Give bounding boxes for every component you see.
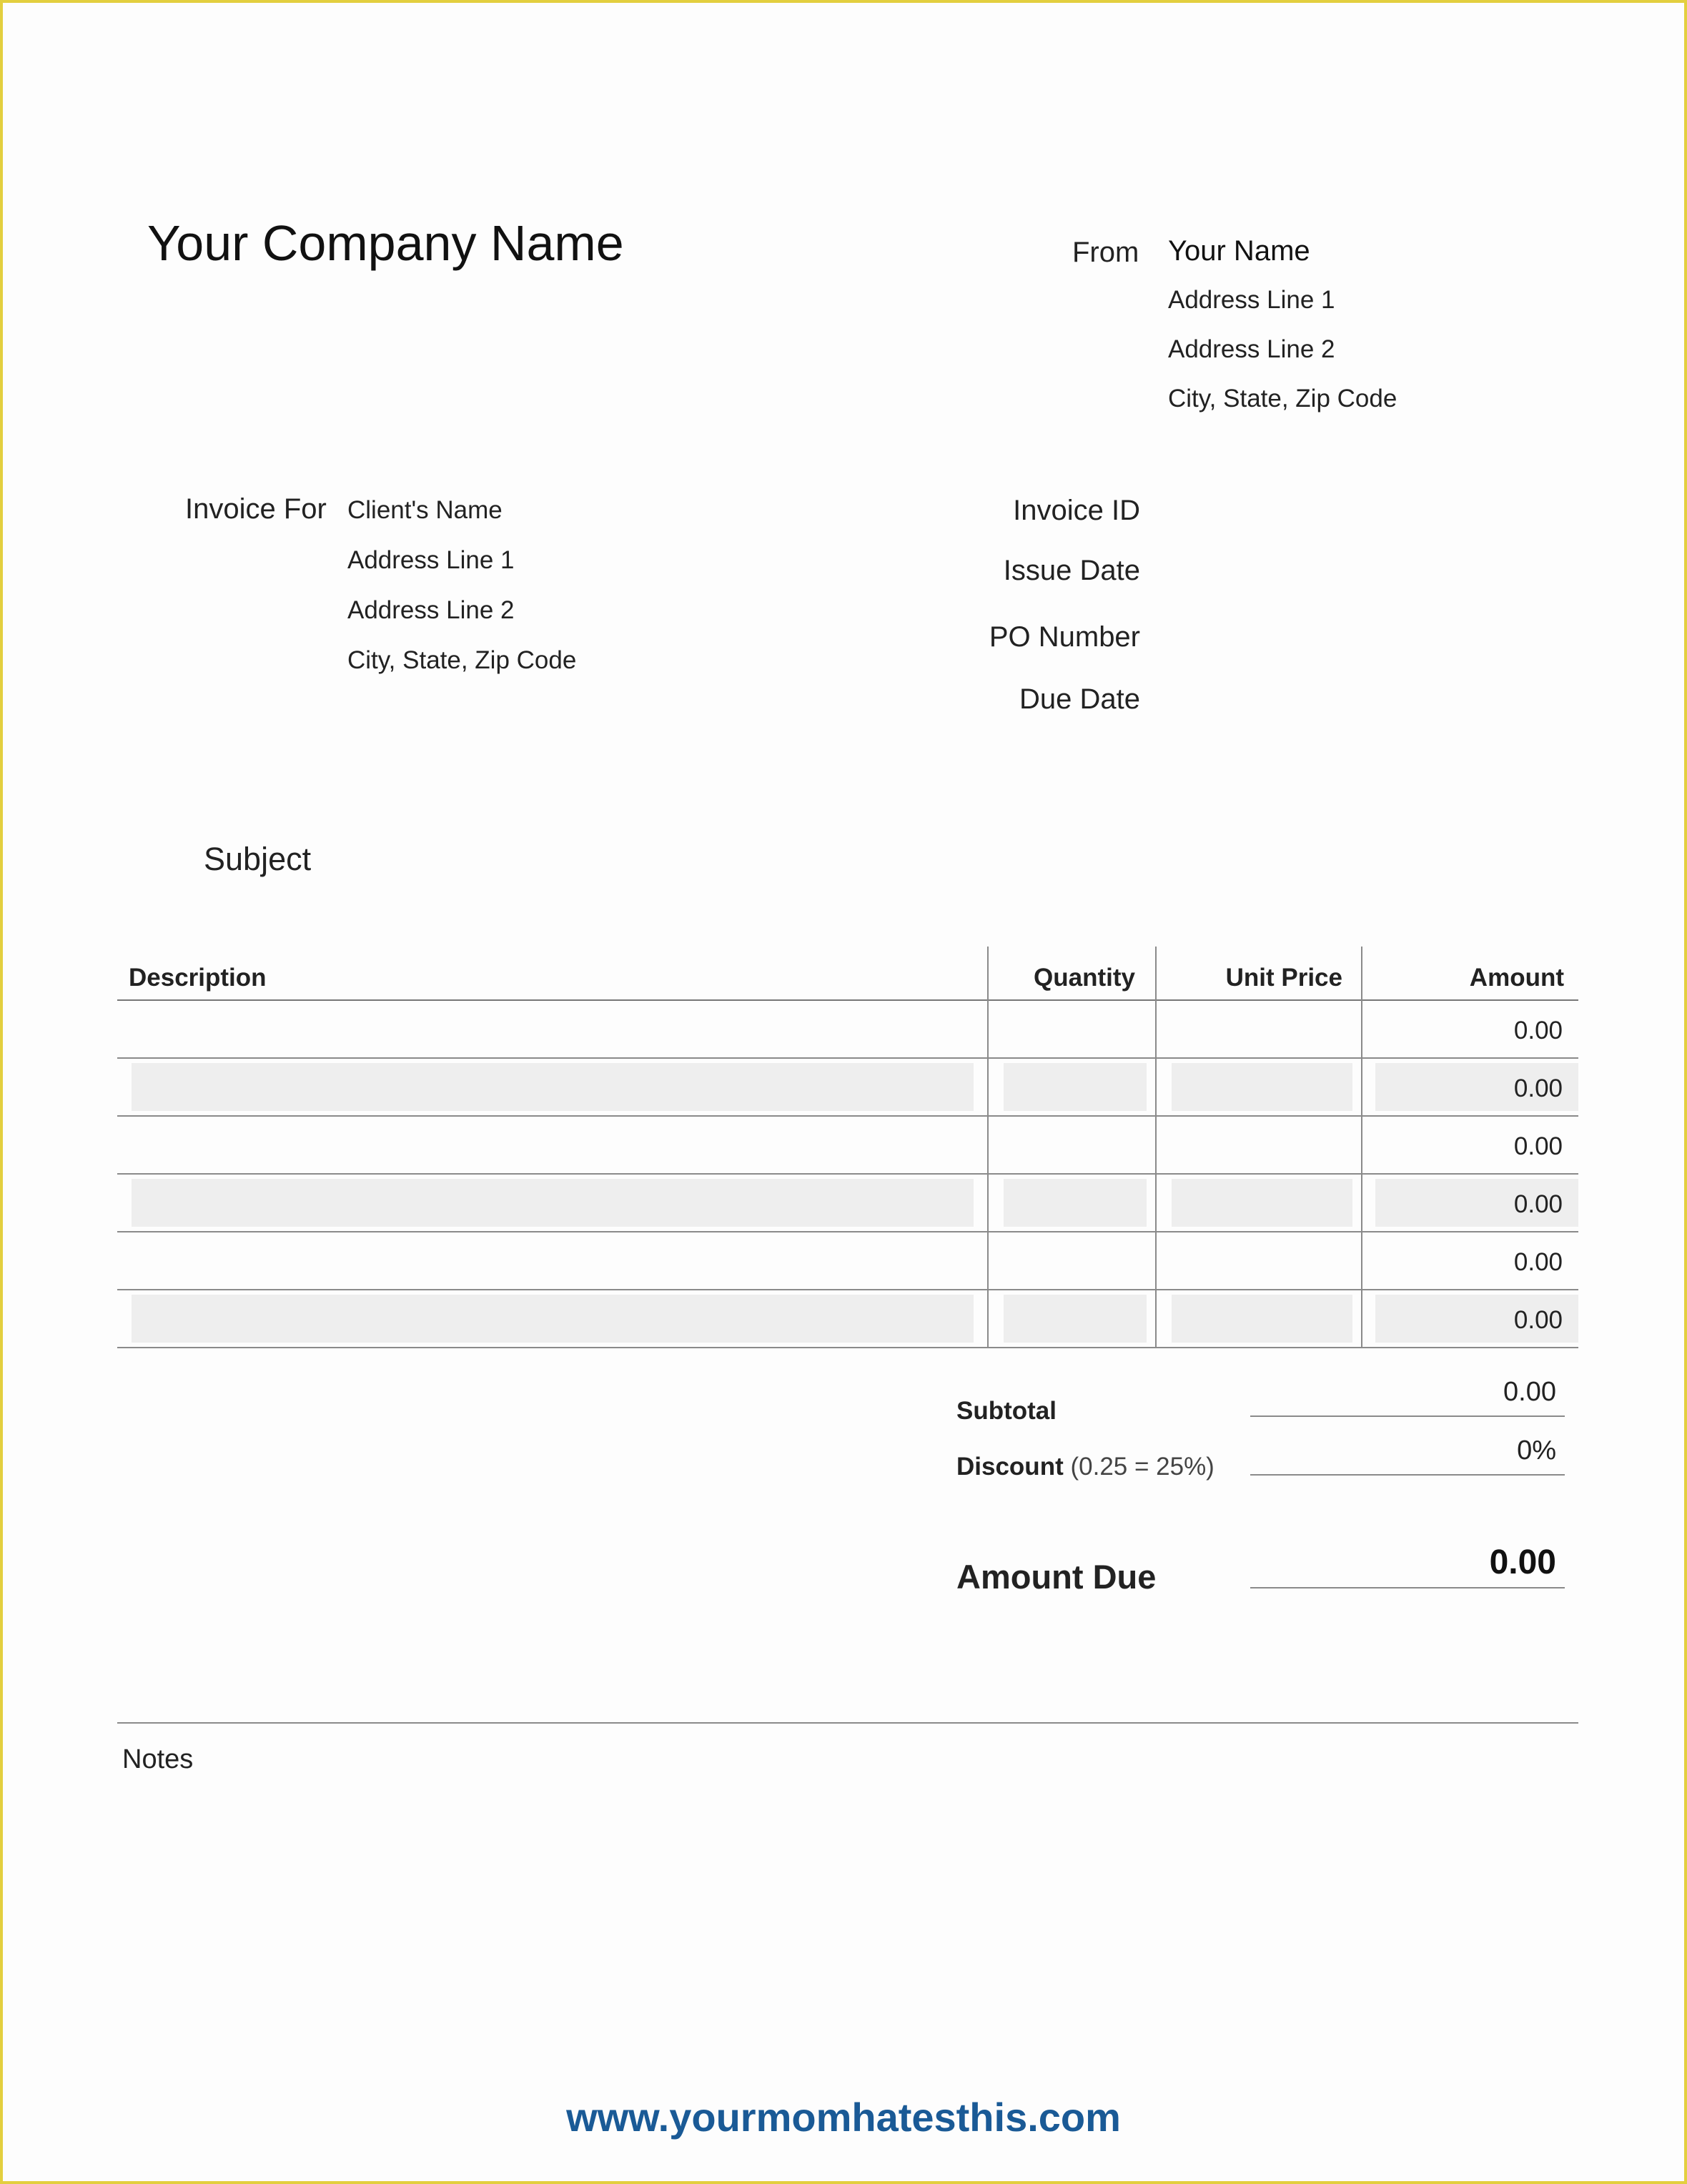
subject-label: Subject [204,841,312,877]
client-address-line-2: Address Line 2 [347,596,515,624]
row-shade [1172,1295,1352,1343]
due-date-label: Due Date [1019,683,1140,715]
amount-due-value: 0.00 [1489,1543,1556,1581]
issue-date-label: Issue Date [1003,555,1140,586]
row-amount: 0.00 [1513,1074,1563,1102]
table-row [117,1059,1578,1117]
discount-value: 0% [1517,1436,1556,1466]
amount-due-label: Amount Due [956,1558,1157,1596]
invoice-id-label: Invoice ID [1013,495,1140,526]
client-city-state-zip: City, State, Zip Code [347,646,577,674]
header-quantity: Quantity [1034,964,1135,992]
row-amount: 0.00 [1513,1248,1563,1276]
invoice-for-label: Invoice For [185,493,327,525]
notes-label: Notes [122,1744,194,1774]
subtotal-value: 0.00 [1503,1377,1556,1407]
table-row [117,1290,1578,1348]
row-shade [1004,1295,1147,1343]
table-row [117,1175,1578,1232]
client-name: Client's Name [347,496,503,524]
header-description: Description [129,964,267,992]
row-shade [132,1295,974,1343]
subtotal-line [1250,1415,1565,1417]
row-shade [132,1063,974,1111]
from-label: From [1072,237,1139,268]
line-items-table [117,947,1578,1348]
row-amount: 0.00 [1513,1132,1563,1160]
row-shade [1172,1063,1352,1111]
row-amount: 0.00 [1513,1017,1563,1044]
company-name: Your Company Name [147,215,624,271]
column-divider [987,947,989,1348]
table-header [117,947,1578,1001]
header-unit-price: Unit Price [1225,964,1342,992]
discount-label: Discount (0.25 = 25%) [956,1453,1214,1481]
amount-due-line [1250,1587,1565,1588]
subtotal-label: Subtotal [956,1397,1057,1425]
column-divider [1361,947,1362,1348]
client-address-line-1: Address Line 1 [347,546,515,574]
table-row [117,1232,1578,1290]
row-shade [1004,1179,1147,1227]
from-address-line-1: Address Line 1 [1168,286,1335,314]
column-divider [1155,947,1157,1348]
header-amount: Amount [1469,964,1564,992]
row-shade [132,1179,974,1227]
table-body [117,1001,1578,1348]
discount-hint: (0.25 = 25%) [1070,1453,1214,1481]
from-name: Your Name [1168,235,1310,267]
notes-divider [117,1722,1578,1724]
row-shade [1004,1063,1147,1111]
website-link[interactable]: www.yourmomhatesthis.com [566,2095,1121,2140]
table-row [117,1117,1578,1175]
po-number-label: PO Number [989,621,1140,653]
from-city-state-zip: City, State, Zip Code [1168,385,1397,412]
from-address-line-2: Address Line 2 [1168,335,1335,363]
row-amount: 0.00 [1513,1306,1563,1334]
discount-line [1250,1474,1565,1476]
row-amount: 0.00 [1513,1190,1563,1218]
row-shade [1172,1179,1352,1227]
table-row [117,1001,1578,1059]
